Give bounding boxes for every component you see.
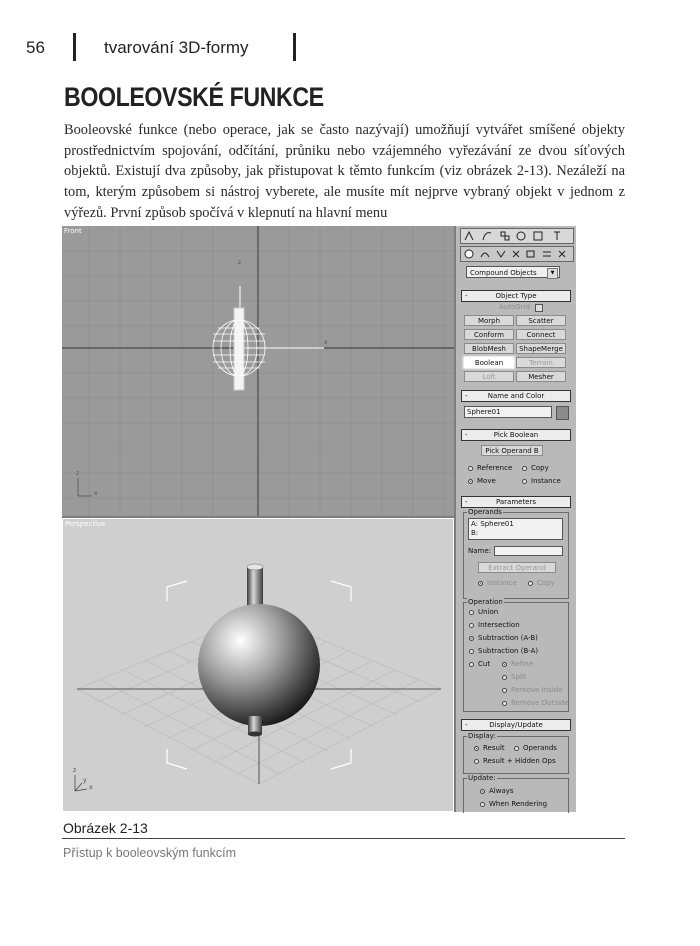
display-result-radio[interactable]: Result	[474, 744, 505, 752]
body-paragraph: Booleovské funkce (nebo operace, jak se často nazývají) umožňují vytvářet smíšené objekty prostřednictvím spojování, odčítání, průniku nebo vzájemného vyřezávání ze dvou síťových objektů. Existují dva způsoby, jak přistupovat k těmto funkcím (viz obrázek 2-13). Nezáleží na tom, kterým způsobem si nástroj vyberete, ale musíte mít nejprve vybraný objekt v jednom z výřezů. První způsob spočívá v klepnutí na hlavní menu	[64, 122, 625, 221]
display-group-title: Display:	[468, 732, 496, 740]
page-number: 56	[26, 38, 45, 57]
radio-selected-icon	[480, 789, 485, 794]
extract-copy-radio[interactable]: Copy	[528, 579, 555, 587]
rollout-pick-boolean[interactable]	[461, 429, 571, 441]
operands-group-title: Operands	[468, 508, 502, 516]
caption-divider	[62, 838, 625, 839]
cut-remove-inside-radio[interactable]: Remove Inside	[502, 686, 562, 694]
collapse-minus-icon: -	[465, 498, 468, 506]
radio-selected-icon	[478, 581, 483, 586]
cut-remove-outside-radio[interactable]: Remove Outside	[502, 699, 569, 707]
display-group	[463, 732, 569, 774]
operation-group	[463, 598, 569, 712]
object-name-field[interactable]: Sphere01	[464, 406, 552, 418]
front-gizmo-z-label: z	[76, 470, 80, 477]
category-dropdown[interactable]	[466, 266, 560, 278]
persp-gizmo-z-label: z	[73, 767, 77, 774]
rollout-pick-boolean-title: Pick Boolean	[493, 431, 539, 439]
rollout-object-type-title: Object Type	[495, 292, 537, 300]
rollout-parameters-title: Parameters	[495, 498, 537, 506]
radio-icon	[502, 701, 507, 706]
radio-icon	[514, 746, 519, 751]
create-category-icons	[460, 246, 574, 262]
rollout-parameters[interactable]	[461, 496, 571, 508]
radio-icon	[468, 466, 473, 471]
command-panel	[456, 226, 576, 812]
terrain-button[interactable]: Terrain	[516, 357, 566, 368]
connect-button[interactable]: Connect	[516, 329, 566, 340]
move-radio[interactable]: Move	[468, 477, 496, 485]
radio-icon	[502, 688, 507, 693]
update-when-rendering-radio[interactable]: When Rendering	[480, 800, 547, 808]
radio-icon	[522, 479, 527, 484]
operand-name-label: Name:	[468, 547, 492, 555]
viewport-perspective[interactable]	[62, 518, 454, 812]
display-operands-radio[interactable]: Operands	[514, 744, 557, 752]
radio-icon	[480, 802, 485, 807]
operands-group	[463, 508, 569, 599]
persp-gizmo-x-label: x	[89, 784, 93, 791]
scatter-button[interactable]: Scatter	[516, 315, 566, 326]
radio-icon	[528, 581, 533, 586]
radio-icon	[522, 466, 527, 471]
figure-caption-subtitle: Přístup k booleovským funkcím	[63, 846, 236, 860]
operand-b[interactable]: B:	[471, 529, 479, 537]
extract-operand-button[interactable]: Extract Operand	[478, 562, 556, 573]
perspective-viewport-scene	[63, 519, 454, 812]
cut-radio[interactable]: Cut	[469, 660, 490, 668]
extract-instance-radio[interactable]: Instance	[478, 579, 517, 587]
mesher-button[interactable]: Mesher	[516, 371, 566, 382]
radio-selected-icon	[502, 662, 507, 667]
radio-icon	[474, 759, 479, 764]
rollout-display-update-title: Display/Update	[489, 721, 543, 729]
panel-tab-icons	[461, 229, 573, 243]
autogrid-checkbox[interactable]	[535, 304, 543, 312]
operand-name-field[interactable]	[494, 546, 563, 556]
operands-list[interactable]	[468, 518, 563, 540]
front-gizmo-x-label: x	[94, 490, 98, 497]
autogrid-label: AutoGrid	[499, 303, 530, 311]
section-heading: BOOLEOVSKÉ FUNKCE	[64, 82, 324, 112]
front-axis-z-label: z	[238, 259, 242, 266]
instance-radio[interactable]: Instance	[522, 477, 561, 485]
collapse-minus-icon: -	[465, 392, 468, 400]
object-color-swatch[interactable]	[556, 406, 569, 420]
viewport-perspective-label: Perspective	[65, 520, 106, 528]
rollout-object-type[interactable]	[461, 290, 571, 302]
persp-gizmo-y-label: y	[83, 777, 87, 784]
radio-icon	[469, 610, 474, 615]
radio-icon	[502, 675, 507, 680]
update-group	[463, 774, 569, 813]
update-group-title: Update:	[468, 774, 496, 782]
radio-icon	[469, 649, 474, 654]
category-dropdown-value: Compound Objects	[470, 269, 537, 277]
subtraction-a-b-radio[interactable]: Subtraction (A-B)	[469, 634, 538, 642]
figure-screenshot	[62, 226, 576, 812]
rollout-name-and-color-title: Name and Color	[487, 392, 545, 400]
pick-operand-b-button[interactable]: Pick Operand B	[481, 445, 543, 456]
copy-radio[interactable]: Copy	[522, 464, 549, 472]
collapse-minus-icon: -	[465, 292, 468, 300]
loft-button[interactable]: Loft	[464, 371, 514, 382]
boolean-button[interactable]: Boolean	[464, 357, 514, 368]
front-axis-x-label: x	[324, 339, 328, 346]
display-result-hidden-ops-radio[interactable]: Result + Hidden Ops	[474, 757, 556, 765]
radio-selected-icon	[469, 636, 474, 641]
union-radio[interactable]: Union	[469, 608, 498, 616]
radio-icon	[469, 623, 474, 628]
radio-icon	[469, 662, 474, 667]
header-divider-left	[73, 33, 76, 61]
command-panel-tabs	[460, 228, 574, 244]
create-category-icon-row	[461, 247, 573, 261]
update-always-radio[interactable]: Always	[480, 787, 514, 795]
cut-refine-radio[interactable]: Refine	[502, 660, 533, 668]
reference-radio[interactable]: Reference	[468, 464, 512, 472]
conform-button[interactable]: Conform	[464, 329, 514, 340]
operand-a[interactable]: A: Sphere01	[471, 520, 514, 528]
rollout-name-and-color[interactable]	[461, 390, 571, 402]
operation-group-title: Operation	[468, 598, 503, 606]
collapse-minus-icon: -	[465, 431, 468, 439]
rollout-display-update[interactable]	[461, 719, 571, 731]
page-header	[0, 28, 700, 64]
morph-button[interactable]: Morph	[464, 315, 514, 326]
front-viewport-grid	[62, 226, 454, 516]
intersection-radio[interactable]: Intersection	[469, 621, 520, 629]
chevron-down-icon[interactable]: ▼	[547, 268, 558, 279]
collapse-minus-icon: -	[465, 721, 468, 729]
header-divider-right	[293, 33, 296, 61]
viewport-front-label: Front	[64, 227, 82, 235]
radio-selected-icon	[468, 479, 473, 484]
cut-split-radio[interactable]: Split	[502, 673, 527, 681]
shapemerge-button[interactable]: ShapeMerge	[516, 343, 566, 354]
chapter-title: tvarování 3D-formy	[104, 38, 249, 57]
figure-caption-title: Obrázek 2-13	[63, 820, 148, 836]
blobmesh-button[interactable]: BlobMesh	[464, 343, 514, 354]
viewport-front[interactable]	[62, 226, 454, 516]
subtraction-b-a-radio[interactable]: Subtraction (B-A)	[469, 647, 538, 655]
radio-selected-icon	[474, 746, 479, 751]
